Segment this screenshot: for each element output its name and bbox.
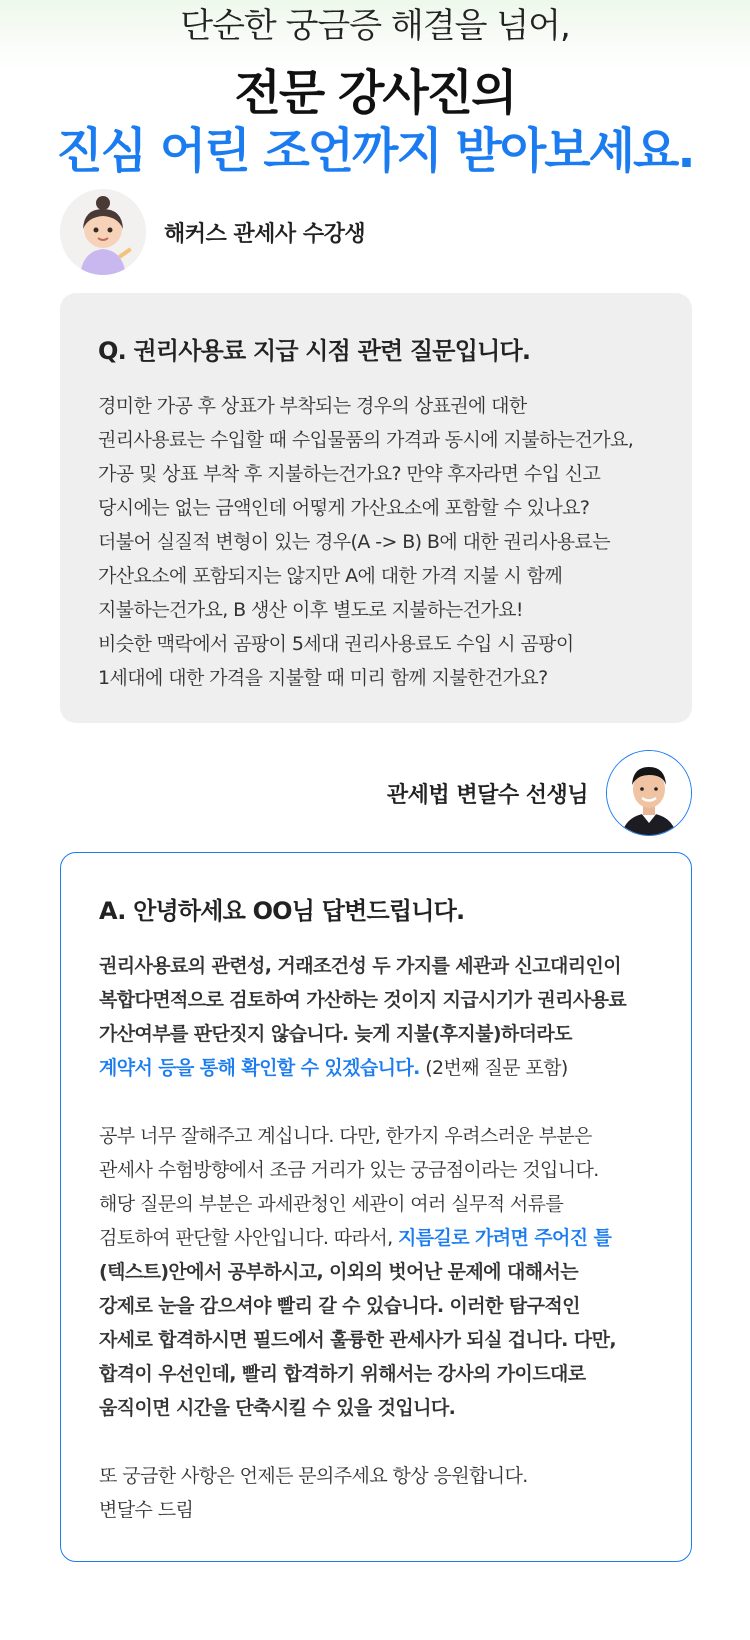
answer-highlight-text: 지름길로 가려면 주어진 틀 xyxy=(397,1227,612,1249)
answer-line-highlight: 움직이면 시간을 단축시킬 수 있을 것입니다. xyxy=(99,1397,456,1419)
student-avatar-icon xyxy=(60,189,146,275)
teacher-photo-icon xyxy=(607,751,691,835)
answer-closing: 또 궁금한 사항은 언제든 문의주세요 항상 응원합니다. xyxy=(99,1465,528,1487)
answer-line-highlight: 자세로 합격하시면 필드에서 훌륭한 관세사가 되실 겁니다. 다만, xyxy=(99,1329,616,1351)
question-line: 경미한 가공 후 상표가 부착되는 경우의 상표권에 대한 xyxy=(98,395,527,417)
answer-line: 공부 너무 잘해주고 계십니다. 다만, 한가지 우려스러운 부분은 xyxy=(99,1125,592,1147)
answer-title: A. 안녕하세요 OO님 답변드립니다. xyxy=(99,897,465,925)
teacher-name: 관세법 변달수 선생님 xyxy=(386,782,588,808)
student-profile xyxy=(60,189,365,275)
answer-line: 해당 질문의 부분은 과세관청인 세관이 여러 실무적 서류를 xyxy=(99,1193,564,1215)
question-line: 1세대에 대한 가격을 지불할 때 미리 함께 지불한건가요? xyxy=(98,667,548,689)
question-title: Q. 권리사용료 지급 시점 관련 질문입니다. xyxy=(98,337,531,365)
question-line: 비슷한 맥락에서 곰팡이 5세대 권리사용료도 수입 시 곰팡이 xyxy=(98,633,574,655)
question-line: 더불어 실질적 변형이 있는 경우(A -> B) B에 대한 권리사용료는 xyxy=(98,531,611,553)
answer-line-highlight: 강제로 눈을 감으셔야 빨리 갈 수 있습니다. 이러한 탐구적인 xyxy=(99,1295,580,1317)
teacher-profile xyxy=(387,750,692,836)
question-card xyxy=(60,293,692,723)
answer-line-highlight: 합격이 우선인데, 빨리 합격하기 위해서는 강사의 가이드대로 xyxy=(99,1363,586,1385)
headline-title: 전문 강사진의 xyxy=(234,65,516,121)
answer-plain-text: 검토하여 판단할 사안입니다. 따라서, xyxy=(99,1227,398,1249)
answer-line-highlight: 권리사용료의 관련성, 거래조건성 두 가지를 세관과 신고대리인이 xyxy=(99,955,622,977)
answer-note-text: (2번째 질문 포함) xyxy=(419,1057,568,1079)
answer-line: 관세사 수험방향에서 조금 거리가 있는 궁금점이라는 것입니다. xyxy=(99,1159,599,1181)
answer-line-mixed xyxy=(99,1221,663,1255)
answer-line-mixed xyxy=(99,1051,663,1085)
answer-body xyxy=(99,949,663,1527)
answer-signature: 변달수 드림 xyxy=(99,1499,194,1521)
student-name: 해커스 관세사 수강생 xyxy=(164,221,366,247)
teacher-avatar xyxy=(606,750,692,836)
student-avatar xyxy=(60,189,146,275)
headline-title-accent: 진심 어린 조언까지 받아보세요. xyxy=(56,123,694,179)
question-line: 가공 및 상표 부착 후 지불하는건가요? 만약 후자라면 수입 신고 xyxy=(98,463,601,485)
question-line: 권리사용료는 수입할 때 수입물품의 가격과 동시에 지불하는건가요, xyxy=(98,429,634,451)
answer-line-highlight: 복합다면적으로 검토하여 가산하는 것이지 지급시기가 권리사용료 xyxy=(99,989,627,1011)
answer-highlight-text: 계약서 등을 통해 확인할 수 있겠습니다. xyxy=(99,1057,420,1079)
question-line: 가산요소에 포함되지는 않지만 A에 대한 가격 지불 시 함께 xyxy=(98,565,563,587)
answer-card xyxy=(60,852,692,1562)
answer-line-highlight: (텍스트)안에서 공부하시고, 이외의 벗어난 문제에 대해서는 xyxy=(99,1261,578,1283)
question-line: 당시에는 없는 금액인데 어떻게 가산요소에 포함할 수 있나요? xyxy=(98,497,590,519)
question-line: 지불하는건가요, B 생산 이후 별도로 지불하는건가요! xyxy=(98,599,523,621)
question-body xyxy=(98,389,664,695)
headline-subtitle: 단순한 궁금증 해결을 넘어, xyxy=(180,6,570,46)
answer-line-highlight: 가산여부를 판단짓지 않습니다. 늦게 지불(후지불)하더라도 xyxy=(99,1023,572,1045)
